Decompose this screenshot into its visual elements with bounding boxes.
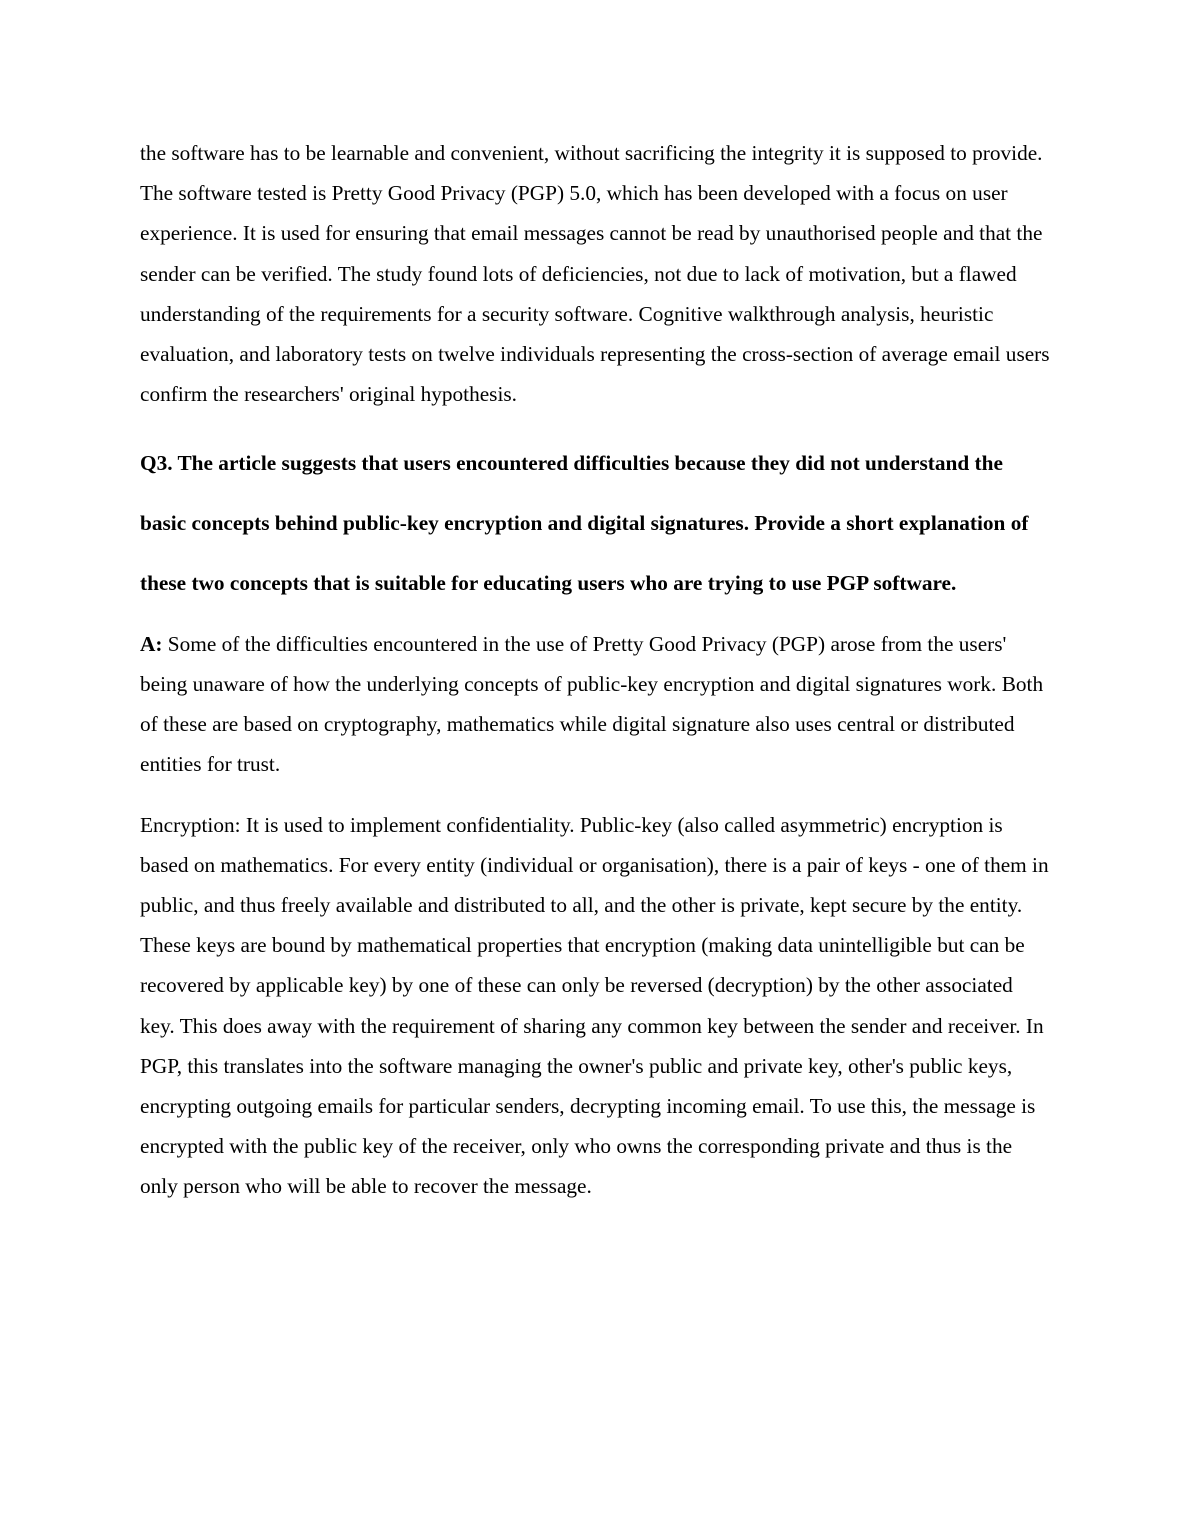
document-page xyxy=(140,133,1052,1207)
answer-paragraph xyxy=(140,624,1052,785)
answer-label: A: xyxy=(140,631,163,656)
encryption-paragraph: Encryption: It is used to implement confidentiality. Public-key (also called asymmetric) encryption is based on mathematics. For every entity (individual or organisation), there is a pair of keys - one of them in public, and thus freely available and distributed to all, and the other is private, kept secure by the entity. These keys are bound by mathematical properties that encryption (making data unintelligible but can be recovered by applicable key) by one of these can only be reversed (decryption) by the other associated key. This does away with the requirement of sharing any common key between the sender and receiver. In PGP, this translates into the software managing the owner's public and private key, other's public keys, encrypting outgoing emails for particular senders, decrypting incoming email. To use this, the message is encrypted with the public key of the receiver, only who owns the corresponding private and thus is the only person who will be able to recover the message. xyxy=(140,812,1049,1199)
body-paragraph-intro: the software has to be learnable and convenient, without sacrificing the integrity it is supposed to provide. The software tested is Pretty Good Privacy (PGP) 5.0, which has been developed with a focus on user experience. It is used for ensuring that email messages cannot be read by unauthorised people and that the sender can be verified. The study found lots of deficiencies, not due to lack of motivation, but a flawed understanding of the requirements for a security software. Cognitive walkthrough analysis, heuristic evaluation, and laboratory tests on twelve individuals representing the cross-section of average email users confirm the researchers' original hypothesis. xyxy=(140,141,1050,407)
question-heading: Q3. The article suggests that users encountered difficulties because they did not understand the basic concepts behind public-key encryption and digital signatures. Provide a short explanation of these two concepts that is suitable for educating users who are trying to use PGP software. xyxy=(140,451,1029,596)
answer-text: Some of the difficulties encountered in the use of Pretty Good Privacy (PGP) arose from the users' being unaware of how the underlying concepts of public-key encryption and digital signatures work. Both of these are based on cryptography, mathematics while digital signature also uses central or distributed entities for trust. xyxy=(140,631,1044,777)
